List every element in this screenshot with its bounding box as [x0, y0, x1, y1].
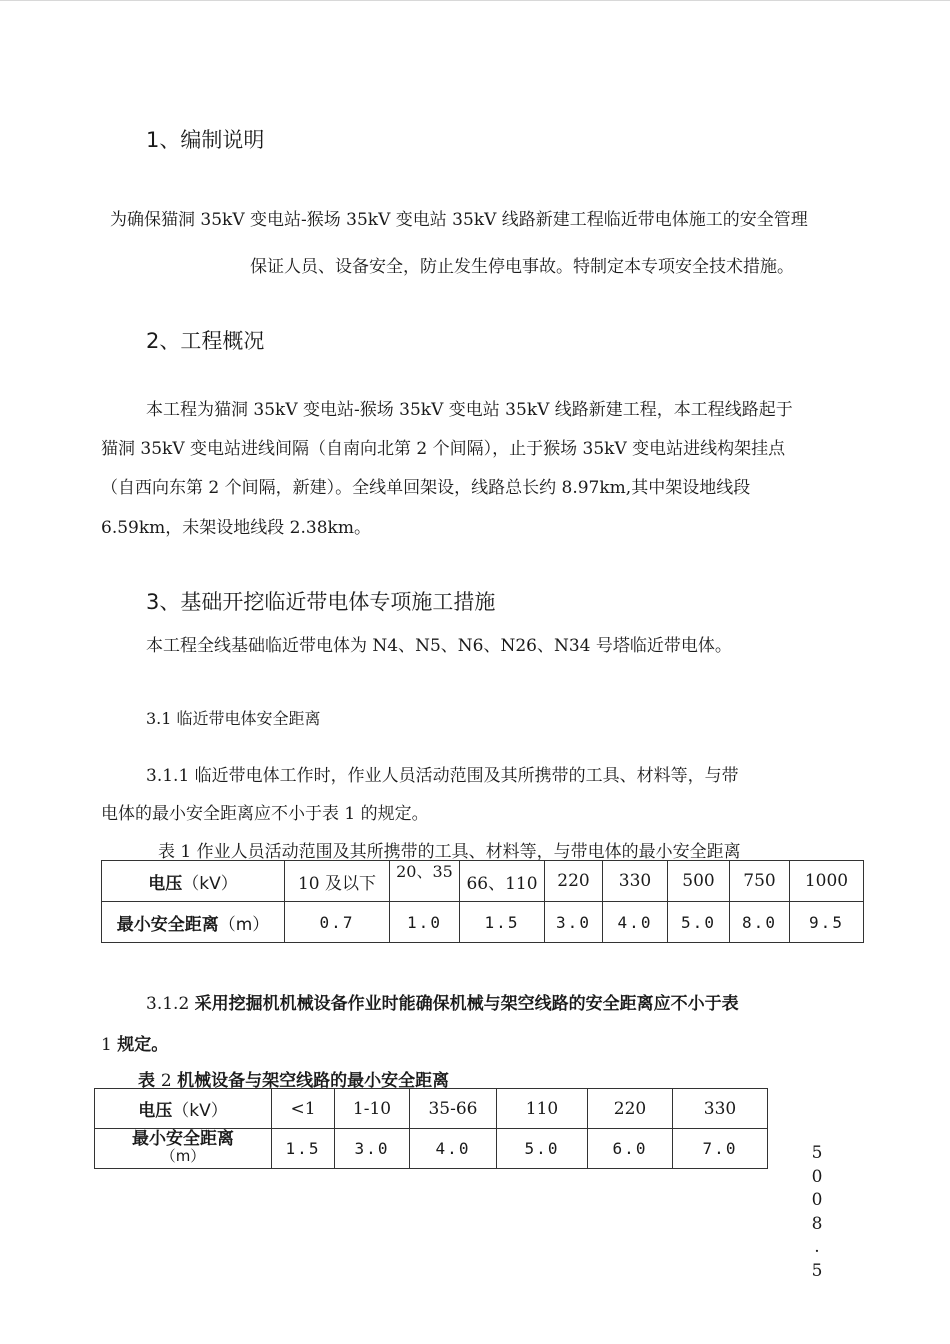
table-2-voltage-cell: <1 — [272, 1089, 335, 1129]
section-3-1-2-line-2: 1 规定。 — [101, 1035, 169, 1055]
table-1-caption: 表 1 作业人员活动范围及其所携带的工具、材料等，与带电体的最小安全距离 — [158, 842, 741, 862]
table-2 — [94, 1088, 768, 1169]
table-1-voltage-cell: 750 — [730, 861, 790, 902]
table-2-voltage-cell: 110 — [497, 1089, 588, 1129]
section-1-para-line-1: 为确保猫洞 35kV 变电站-猴场 35kV 变电站 35kV 线路新建工程临近带电体施工的安全管理 — [110, 210, 808, 230]
table-1-distance-cell: 9.5 — [790, 902, 864, 943]
side-note-char: 5 — [811, 1260, 823, 1281]
table-1-distance-cell: 5.0 — [668, 902, 730, 943]
section-2-para-line-1: 本工程为猫洞 35kV 变电站-猴场 35kV 变电站 35kV 线路新建工程，本工程线路起于 — [146, 400, 793, 420]
table-1-distance-cell: 1.0 — [390, 902, 460, 943]
table-1-distance-cell: 8.0 — [730, 902, 790, 943]
table-1-distance-cell: 0.7 — [285, 902, 390, 943]
section-2-para-line-3: （自西向东第 2 个间隔，新建）。全线单回架设，线路总长约 8.97km,其中架设地线段 — [101, 478, 751, 498]
section-3-1-2-line-1: 3.1.2 采用挖掘机机械设备作业时能确保机械与架空线路的安全距离应不小于表 — [146, 994, 739, 1014]
table-1-voltage-label: 电压（kV） — [102, 861, 285, 902]
table-1-voltage-cell: 330 — [603, 861, 668, 902]
side-note-char: . — [814, 1237, 820, 1257]
table-1-voltage-cell: 66、110 — [460, 861, 545, 902]
table-2-voltage-label: 电压（kV） — [95, 1089, 272, 1129]
side-note-char: 0 — [811, 1190, 823, 1210]
top-rule — [0, 0, 950, 1]
section-3-1-title: 3.1 临近带电体安全距离 — [146, 709, 321, 728]
section-1-para-line-2: 保证人员、设备安全，防止发生停电事故。特制定本专项安全技术措施。 — [250, 257, 794, 277]
vertical-side-note — [810, 1142, 824, 1283]
table-1 — [101, 860, 864, 943]
table-1-voltage-cell: 220 — [545, 861, 603, 902]
table-2-distance-cell: 3.0 — [335, 1129, 410, 1169]
table-2-distance-cell: 1.5 — [272, 1129, 335, 1169]
table-1-distance-cell: 4.0 — [603, 902, 668, 943]
table-1-voltage-cell: 500 — [668, 861, 730, 902]
table-2-voltage-cell: 1-10 — [335, 1089, 410, 1129]
table-2-distance-cell: 4.0 — [410, 1129, 497, 1169]
section-3-title: 3、基础开挖临近带电体专项施工措施 — [146, 590, 496, 614]
table-1-voltage-cell: 1000 — [790, 861, 864, 902]
section-3-1-1-line-2: 电体的最小安全距离应不小于表 1 的规定。 — [101, 804, 429, 824]
side-note-char: 8 — [811, 1213, 823, 1234]
table-2-voltage-cell: 330 — [673, 1089, 768, 1129]
side-note-char: 0 — [811, 1166, 823, 1187]
table-2-caption: 表 2 机械设备与架空线路的最小安全距离 — [138, 1071, 450, 1091]
section-3-para-line-1: 本工程全线基础临近带电体为 N4、N5、N6、N26、N34 号塔临近带电体。 — [146, 636, 732, 656]
table-2-distance-cell: 6.0 — [588, 1129, 673, 1169]
section-2-title: 2、工程概况 — [146, 329, 265, 353]
table-2-voltage-cell: 220 — [588, 1089, 673, 1129]
table-2-voltage-cell: 35-66 — [410, 1089, 497, 1129]
table-1-distance-label: 最小安全距离（m） — [102, 902, 285, 943]
table-2-distance-label: 最小安全距离 （m） — [95, 1129, 272, 1169]
table-1-distance-cell: 3.0 — [545, 902, 603, 943]
side-note-char: 5 — [811, 1143, 823, 1163]
section-2-para-line-4: 6.59km，未架设地线段 2.38km。 — [101, 518, 371, 538]
section-1-title: 1、编制说明 — [146, 128, 265, 152]
table-2-voltage-row — [95, 1089, 768, 1129]
table-2-distance-cell: 7.0 — [673, 1129, 768, 1169]
section-3-1-1-line-1: 3.1.1 临近带电体工作时，作业人员活动范围及其所携带的工具、材料等，与带 — [146, 766, 739, 786]
table-1-distance-row — [102, 902, 864, 943]
section-2-para-line-2: 猫洞 35kV 变电站进线间隔（自南向北第 2 个间隔），止于猴场 35kV 变电站进线构架挂点 — [101, 439, 786, 459]
table-1-voltage-cell: 10 及以下 — [285, 861, 390, 902]
table-1-voltage-row — [102, 861, 864, 902]
table-2-distance-cell: 5.0 — [497, 1129, 588, 1169]
table-1-distance-cell: 1.5 — [460, 902, 545, 943]
table-2-distance-row — [95, 1129, 768, 1169]
table-1-voltage-cell: 20、35 — [390, 861, 460, 902]
